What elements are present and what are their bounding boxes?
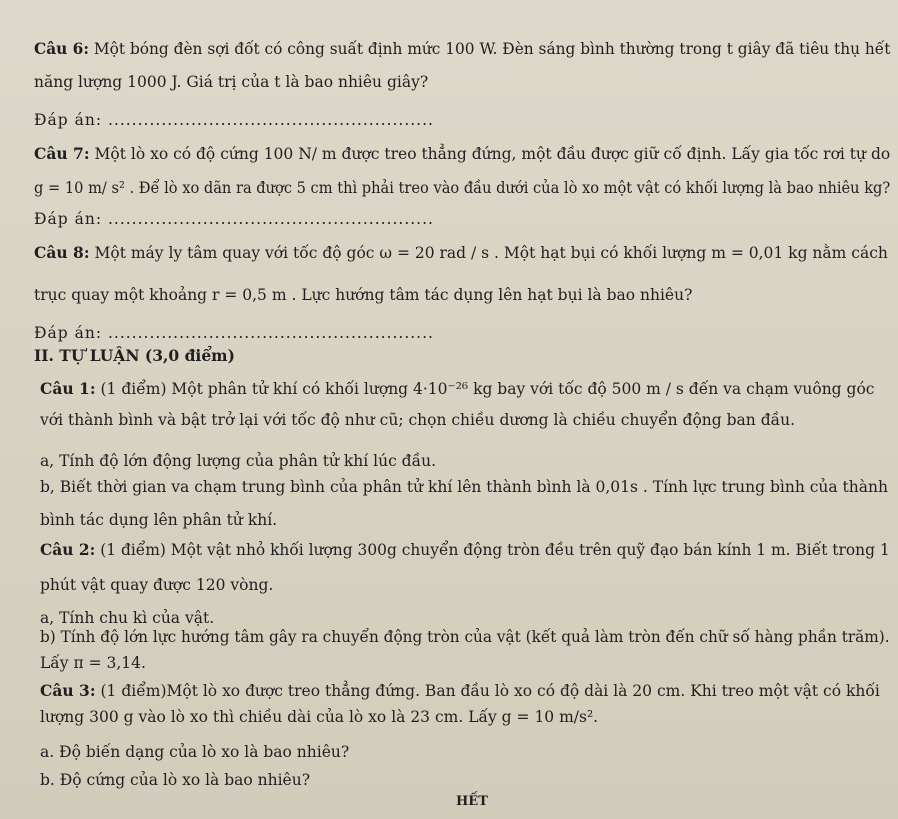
q6-line2: năng lượng 1000 J. Giá trị của t là bao nhiêu giây? (34, 73, 429, 91)
e3-part-b: b. Độ cứng của lò xo là bao nhiêu? (40, 771, 311, 789)
q8-label: Câu 8: (34, 243, 90, 262)
q7-answer: Đáp án: ....................................................... (34, 210, 434, 228)
q8-line2: trục quay một khoảng r = 0,5 m . Lực hướng tâm tác dụng lên hạt bụi là bao nhiêu? (34, 286, 693, 304)
e3-line1 (40, 681, 880, 701)
q6-text-1: Một bóng đèn sợi đốt có công suất định mức 100 W. Đèn sáng bình thường trong t giây đã tiêu thụ hết (93, 40, 891, 58)
e2-line1 (40, 540, 890, 560)
e1-part-a: a, Tính độ lớn động lượng của phân tử khí lúc đầu. (40, 452, 437, 470)
e2-text-1: (1 điểm) Một vật nhỏ khối lượng 300g chuyển động tròn đều trên quỹ đạo bán kính 1 m. Biết trong 1 (100, 541, 890, 559)
q8-text-1: Một máy ly tâm quay với tốc độ góc ω = 20 rad / s . Một hạt bụi có khối lượng m = 0,01 kg nằm cách (94, 244, 888, 262)
e1-line2: với thành bình và bật trở lại với tốc độ như cũ; chọn chiều dương là chiều chuyển động ban đầu. (40, 411, 796, 429)
e3-part-a: a. Độ biến dạng của lò xo là bao nhiêu? (40, 743, 350, 761)
e1-line1 (40, 379, 874, 399)
e2-part-a: a, Tính chu kì của vật. (40, 609, 215, 627)
e3-text-1: (1 điểm)Một lò xo được treo thẳng đứng. Ban đầu lò xo có độ dài là 20 cm. Khi treo một vật có khối (100, 682, 880, 700)
q8-answer: Đáp án: ....................................................... (34, 324, 434, 342)
e2-part-b: b) Tính độ lớn lực hướng tâm gây ra chuyển động tròn của vật (kết quả làm tròn đến chữ số hàng phần trăm). (40, 628, 890, 646)
e1-part-b1: b, Biết thời gian va chạm trung bình của phân tử khí lên thành bình là 0,01s . Tính lực trung bình của thành (40, 478, 888, 496)
q6-answer: Đáp án: ....................................................... (34, 111, 434, 129)
q7-label: Câu 7: (34, 144, 90, 163)
q8-line1 (34, 243, 888, 263)
end-mark: HẾT (456, 794, 488, 809)
q7-text-1: Một lò xo có độ cứng 100 N/ m được treo thẳng đứng, một đầu được giữ cố định. Lấy gia tốc rơi tự do (94, 145, 891, 163)
q7-line2: g = 10 m/ s² . Để lò xo dãn ra được 5 cm thì phải treo vào đầu dưới của lò xo một vật có khối lượng là bao nhiêu kg? (34, 179, 891, 197)
e1-part-b2: bình tác dụng lên phân tử khí. (40, 511, 278, 529)
q6-line1 (34, 39, 890, 59)
e1-label: Câu 1: (40, 379, 96, 398)
e2-line2: phút vật quay được 120 vòng. (40, 576, 274, 594)
e2-pi-note: Lấy π = 3,14. (40, 654, 146, 672)
e1-text-1: (1 điểm) Một phân tử khí có khối lượng 4·10⁻²⁶ kg bay với tốc độ 500 m / s đến va chạm vuông góc (100, 380, 875, 398)
e2-label: Câu 2: (40, 540, 96, 559)
q6-label: Câu 6: (34, 39, 90, 58)
q7-line1 (34, 144, 890, 164)
section-heading: II. TỰ LUẬN (3,0 điểm) (34, 346, 235, 365)
e3-line2: lượng 300 g vào lò xo thì chiều dài của lò xo là 23 cm. Lấy g = 10 m/s². (40, 708, 599, 726)
e3-label: Câu 3: (40, 681, 96, 700)
